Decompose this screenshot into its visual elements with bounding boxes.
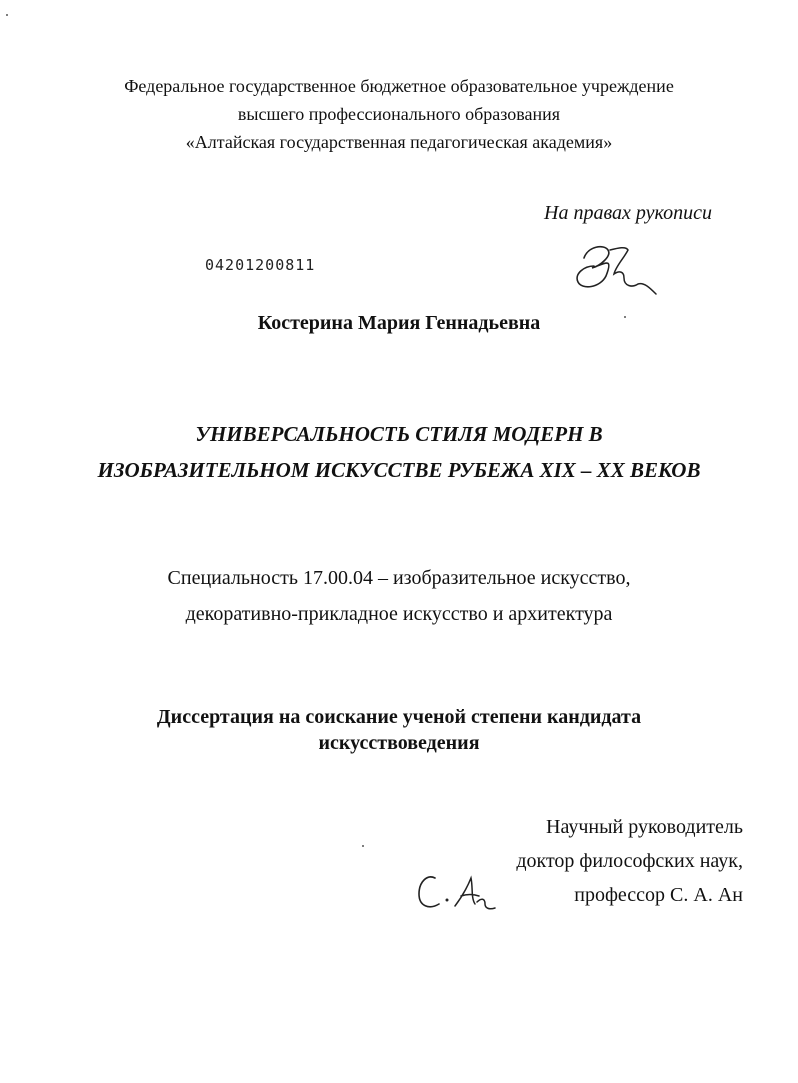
author-signature bbox=[570, 236, 660, 306]
scan-speck bbox=[624, 316, 626, 318]
scan-speck bbox=[362, 845, 364, 847]
institution-line-1: Федеральное государственное бюджетное образовательное учреждение bbox=[124, 76, 674, 96]
supervisor-signature bbox=[415, 868, 505, 918]
degree-statement bbox=[0, 704, 798, 756]
specialty-block bbox=[0, 560, 798, 632]
supervisor-degree: доктор философских наук, bbox=[516, 850, 743, 872]
author-name: Костерина Мария Геннадьевна bbox=[257, 312, 541, 334]
institution-header bbox=[0, 72, 798, 156]
title-line-1: УНИВЕРСАЛЬНОСТЬ СТИЛЯ МОДЕРН В bbox=[195, 422, 603, 446]
institution-line-2: высшего профессионального образования bbox=[237, 104, 561, 124]
registration-code: 04201200811 bbox=[205, 256, 316, 274]
degree-line-2: искусствоведения bbox=[318, 732, 480, 754]
specialty-line-2: декоративно-прикладное искусство и архитектура bbox=[185, 603, 613, 625]
degree-line-1: Диссертация на соискание ученой степени кандидата bbox=[156, 706, 642, 728]
supervisor-role: Научный руководитель bbox=[546, 816, 743, 838]
title-line-2: ИЗОБРАЗИТЕЛЬНОМ ИСКУССТВЕ РУБЕЖА XIX – XX ВЕКОВ bbox=[97, 458, 701, 482]
manuscript-rights-note: На правах рукописи bbox=[544, 202, 712, 224]
scan-speck bbox=[6, 14, 8, 16]
dissertation-title bbox=[0, 416, 798, 488]
supervisor-name: профессор С. А. Ан bbox=[574, 884, 743, 906]
specialty-line-1: Специальность 17.00.04 – изобразительное искусство, bbox=[167, 567, 631, 589]
institution-line-3: «Алтайская государственная педагогическая академия» bbox=[185, 132, 613, 152]
